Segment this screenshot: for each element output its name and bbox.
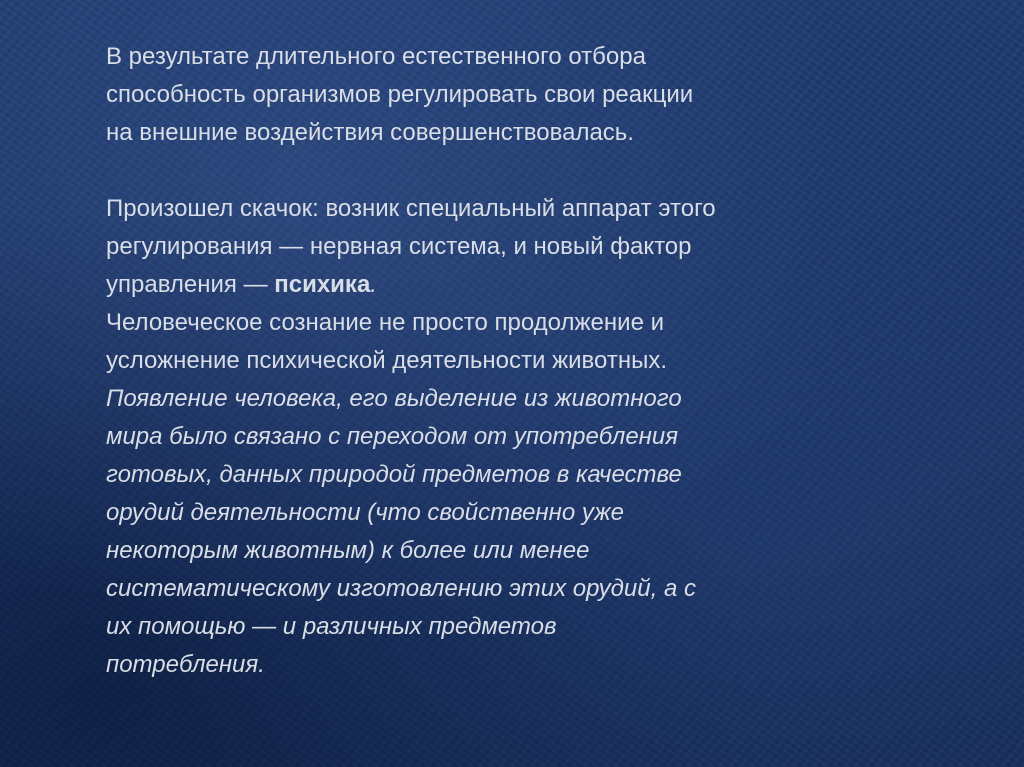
slide-content bbox=[106, 38, 906, 684]
text-line: В результате длительного естественного отбора bbox=[106, 43, 646, 70]
text-line: готовых, данных природой предметов в качестве bbox=[106, 461, 682, 488]
text-fragment: . bbox=[370, 271, 377, 298]
text-line: Появление человека, его выделение из животного bbox=[106, 385, 682, 412]
text-line: некоторым животным) к более или менее bbox=[106, 537, 590, 564]
paragraph-nervous-system bbox=[106, 190, 906, 304]
text-line: орудий деятельности (что свойственно уже bbox=[106, 499, 624, 526]
text-line: способность организмов регулировать свои реакции bbox=[106, 81, 694, 108]
text-line: мира было связано с переходом от употребления bbox=[106, 423, 679, 450]
paragraph-natural-selection bbox=[106, 38, 906, 152]
text-line: на внешние воздействия совершенствовалась. bbox=[106, 119, 634, 146]
paragraph-emergence-of-man bbox=[106, 380, 906, 684]
text-line: систематическому изготовлению этих орудий, а с bbox=[106, 575, 696, 602]
text-line: Произошел скачок: возник специальный аппарат этого bbox=[106, 195, 716, 222]
paragraph-human-consciousness bbox=[106, 304, 906, 380]
text-line: регулирования — нервная система, и новый фактор bbox=[106, 233, 692, 260]
text-line: потребления. bbox=[106, 651, 265, 678]
text-line: усложнение психической деятельности животных. bbox=[106, 347, 667, 374]
paragraph-spacer bbox=[106, 152, 906, 190]
text-line: их помощью — и различных предметов bbox=[106, 613, 557, 640]
highlighted-term-psyche: психика bbox=[274, 271, 371, 298]
text-line: Человеческое сознание не просто продолжение и bbox=[106, 309, 664, 336]
text-line bbox=[106, 266, 906, 304]
text-fragment: управления — bbox=[106, 271, 275, 298]
